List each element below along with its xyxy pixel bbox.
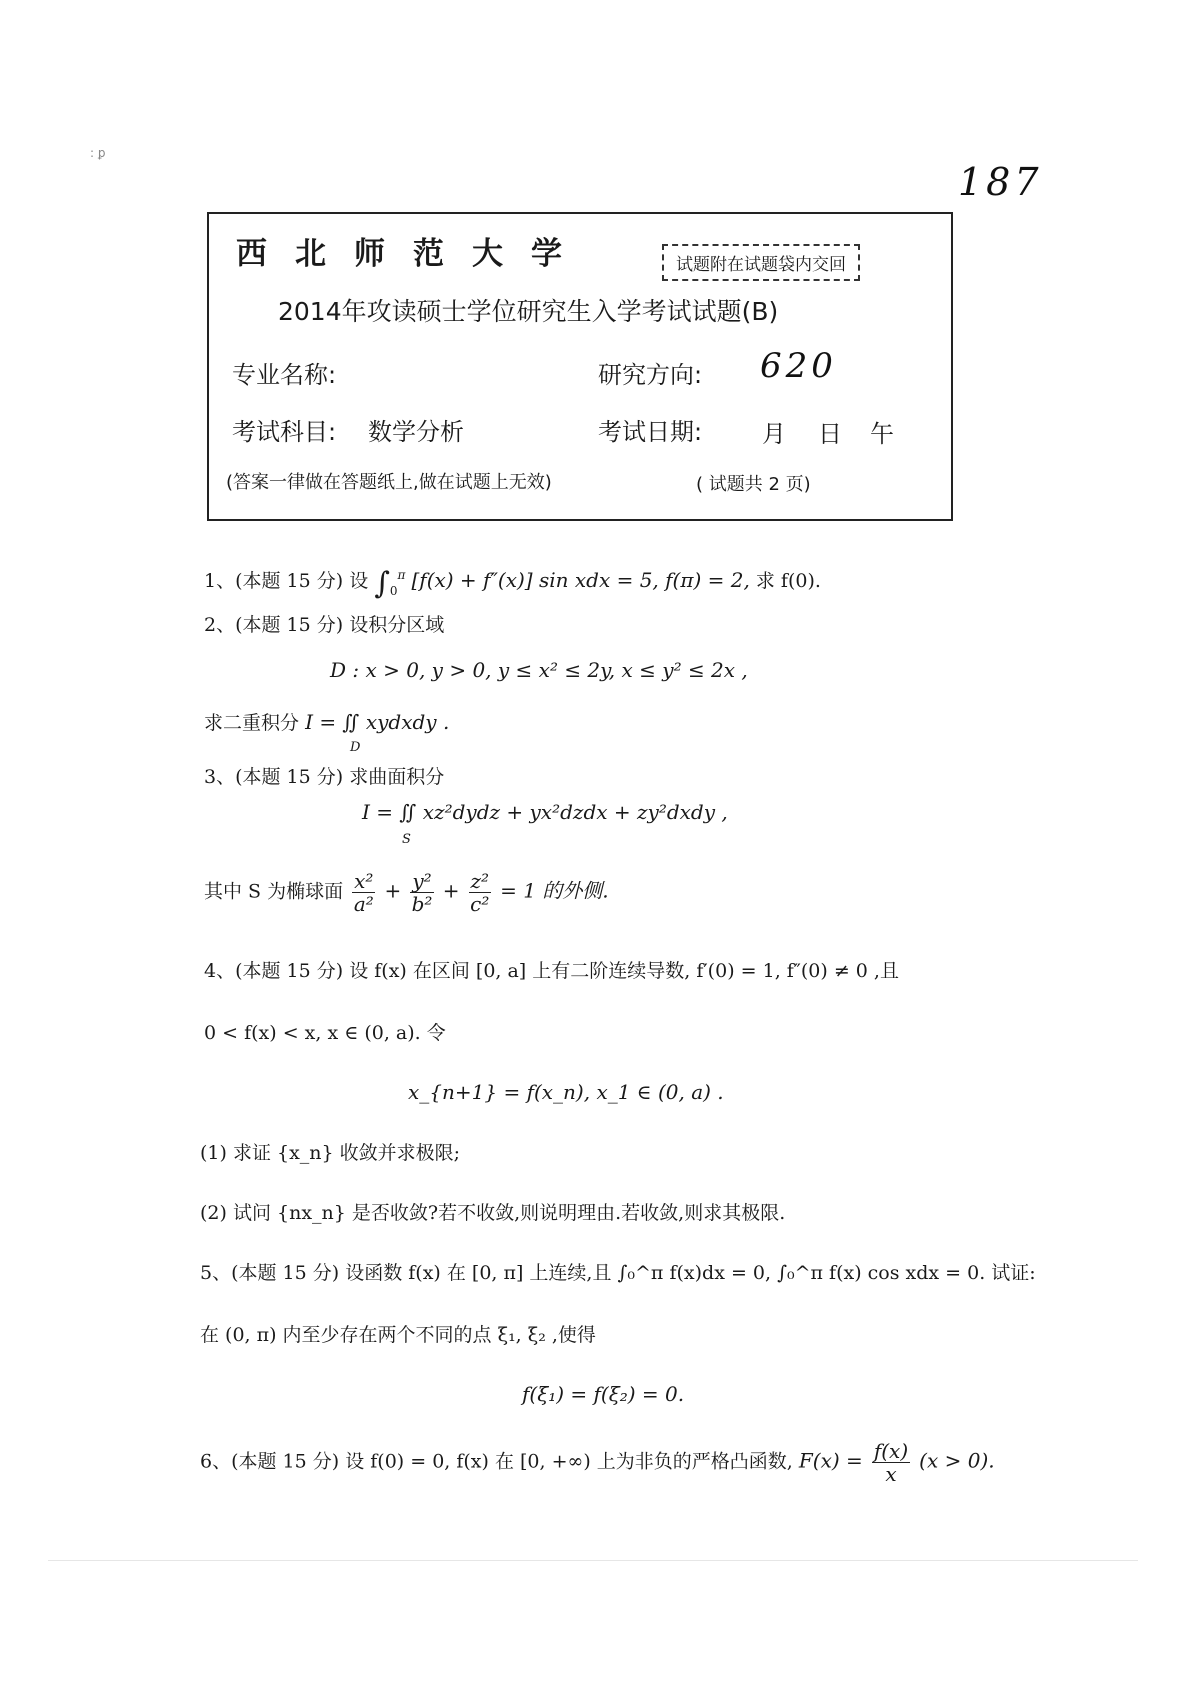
subject-label: 考试科目: xyxy=(232,418,337,446)
q1-suffix: 求 f(0). xyxy=(755,570,821,592)
q2-integral-label: 求二重积分 xyxy=(204,712,300,734)
return-note: 试题附在试题袋内交回 xyxy=(662,244,860,281)
q6-fraction xyxy=(872,1440,910,1485)
pages-note: ( 试题共 2 页) xyxy=(696,474,811,495)
question-4: 4、(本题 15 分) 设 f(x) 在区间 [0, a] 上有二阶连续导数, f′(0) = 1, f″(0) ≠ 0 ,且 xyxy=(204,960,899,982)
q3-ellipsoid-suffix: = 1 的外侧. xyxy=(500,878,609,903)
q5-formula: f(ξ₁) = f(ξ₂) = 0. xyxy=(522,1382,685,1406)
date-noon: 午 xyxy=(870,420,894,448)
q4-recurrence: x_{n+1} = f(x_n), x_1 ∈ (0, a) . xyxy=(408,1080,724,1104)
z-fraction: $\frac{\text{z²}}{\text{c²}}$ xyxy=(470,869,490,916)
subject-value: 数学分析 xyxy=(368,418,464,446)
q6-line1: 6、(本题 15 分) 设 f(0) = 0, f(x) 在 [0, +∞) 上为非负的严格凸函数, xyxy=(200,1450,793,1473)
q6-lhs: F(x) = xyxy=(798,1448,863,1473)
direction-label: 研究方向: xyxy=(598,361,703,389)
corner-mark: : ꝑ xyxy=(90,146,106,160)
scan-line xyxy=(48,1560,1138,1561)
q1-formula: [f(x) + f″(x)] sin xdx = 5, f(π) = 2, xyxy=(411,568,750,592)
major-label: 专业名称: xyxy=(232,361,337,389)
university-name: 西北师范大学 xyxy=(236,236,590,272)
q3-formula: I = ∬ xz²dydz + yx²dzdx + zy²dxdy , xyxy=(362,800,728,824)
question-1: 1、(本题 15 分) 设 $\int_0^\pi$ [f(x) + f″(x)] sin xdx = 5, f(π) = 2, 求 f(0). xyxy=(204,566,821,601)
q2-domain: D : x > 0, y > 0, y ≤ x² ≤ 2y, x ≤ y² ≤ 2x , xyxy=(330,658,748,682)
date-day: 日 xyxy=(818,420,842,448)
q6-frac-numerator: f(x) xyxy=(873,1439,909,1463)
answer-note: (答案一律做在答题纸上,做在试题上无效) xyxy=(226,472,552,493)
date-month: 月 xyxy=(762,420,786,448)
q6-frac-denominator: x xyxy=(885,1462,897,1486)
q4-part1: (1) 求证 {x_n} 收敛并求极限; xyxy=(200,1142,461,1164)
q2-integral-region: D xyxy=(350,740,361,755)
q5-line2: 在 (0, π) 内至少存在两个不同的点 ξ₁, ξ₂ ,使得 xyxy=(200,1324,596,1346)
x-fraction: $\frac{\text{x²}}{\text{a²}}$ xyxy=(353,869,374,916)
question-2: 2、(本题 15 分) 设积分区域 xyxy=(204,614,445,636)
q4-part2: (2) 试问 {nx_n} 是否收敛?若不收敛,则说明理由.若收敛,则求其极限. xyxy=(200,1202,786,1224)
question-6 xyxy=(200,1440,995,1485)
q4-line2: 0 < f(x) < x, x ∈ (0, a). 令 xyxy=(204,1022,446,1044)
q3-ellipsoid: 其中 S 为椭球面 $\frac{\text{x²}}{\text{a²}}$ + $\frac{\text{y²}}{\text{b²}}$ + $\frac{\text{z²}}{\text{c²}}$ = 1 的外侧. xyxy=(204,869,609,916)
integral-sign: ∫ xyxy=(374,566,390,601)
y-fraction: $\frac{\text{y²}}{\text{b²}}$ xyxy=(411,869,433,916)
q6-suffix: (x > 0). xyxy=(919,1448,995,1473)
q2-double-integral xyxy=(204,708,449,735)
date-label: 考试日期: xyxy=(598,418,703,446)
page-number: 187 xyxy=(958,160,1043,204)
q3-ellipsoid-label: 其中 S 为椭球面 xyxy=(204,880,344,903)
q3-formula-surface: S xyxy=(402,832,411,847)
exam-title: 2014年攻读硕士学位研究生入学考试试题(B) xyxy=(278,297,779,326)
direction-value: 620 xyxy=(760,346,837,386)
q1-prefix: 1、(本题 15 分) 设 xyxy=(204,570,369,592)
question-3: 3、(本题 15 分) 求曲面积分 xyxy=(204,766,445,788)
question-5: 5、(本题 15 分) 设函数 f(x) 在 [0, π] 上连续,且 ∫₀^π f(x)dx = 0, ∫₀^π f(x) cos xdx = 0. 试证: xyxy=(200,1262,1036,1284)
q2-integral-formula: I = ∬ xydxdy . xyxy=(305,710,450,734)
